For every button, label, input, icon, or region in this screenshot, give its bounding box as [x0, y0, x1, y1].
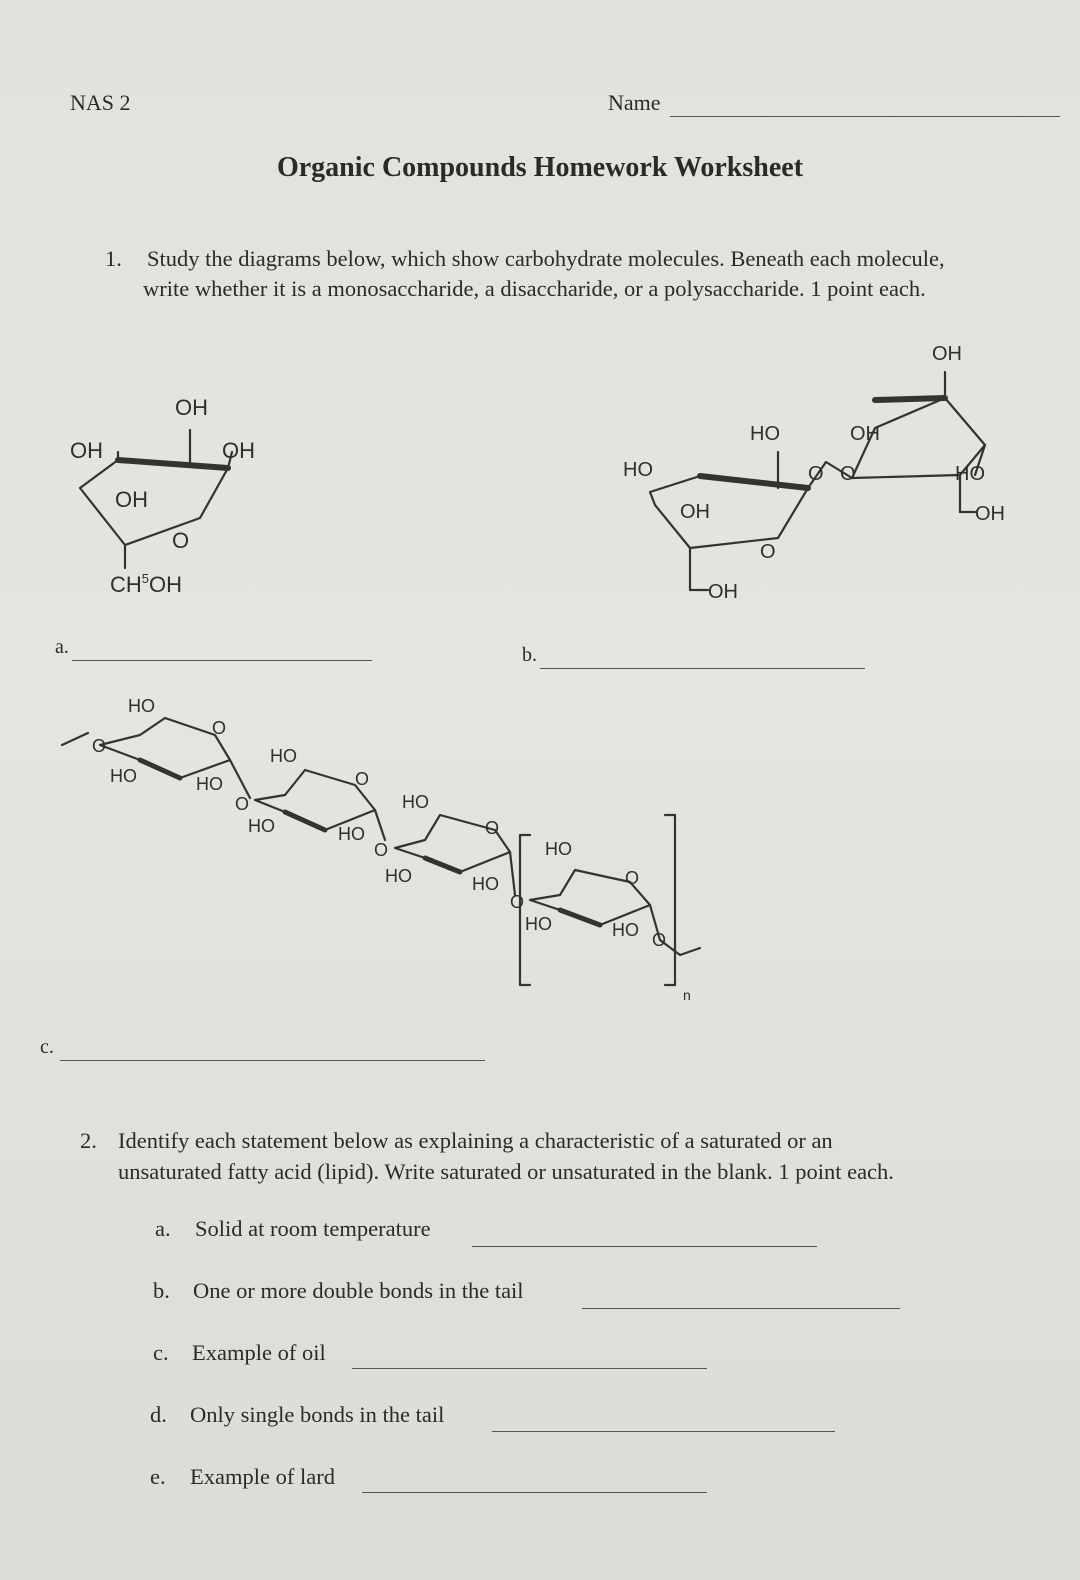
molecule-c-ho-12: HO [612, 920, 639, 940]
q1-answer-b-blank[interactable] [540, 668, 865, 669]
molecule-b-ho-1: HO [623, 459, 653, 481]
name-label: Name [608, 90, 661, 115]
q2-item-c-text: Example of oil [192, 1340, 326, 1365]
molecule-c-repeat-n: n [683, 987, 691, 1003]
q1-instructions-line1: Study the diagrams below, which show carbohydrate molecules. Beneath each molecule, [147, 246, 945, 271]
q2-item-e-text: Example of lard [190, 1464, 335, 1489]
molecule-c-ho-3: HO [196, 774, 223, 794]
q2-item-a-text: Solid at room temperature [195, 1216, 431, 1241]
molecule-c-ho-9: HO [472, 874, 499, 894]
molecule-b-oh-4: OH [932, 343, 962, 365]
q2-number: 2. [80, 1128, 97, 1153]
molecule-c-ho-8: HO [385, 866, 412, 886]
q2-instructions-line2: unsaturated fatty acid (lipid). Write saturated or unsaturated in the blank. 1 point each. [118, 1159, 894, 1184]
molecule-a-oh-4: OH [115, 487, 148, 512]
molecule-c-o-4: O [355, 769, 370, 789]
molecule-c-ho-2: HO [110, 766, 137, 786]
molecule-c-o-6: O [485, 818, 500, 838]
q1-number: 1. [105, 246, 122, 271]
q1-answer-a-blank[interactable] [72, 660, 372, 661]
molecule-c-o-8: O [625, 868, 640, 888]
q2-item-a-letter: a. [155, 1216, 171, 1241]
molecule-b-ring2-o: O [840, 463, 856, 485]
q1-answer-c-label: c. [40, 1036, 54, 1058]
molecule-b-ho-3: HO [955, 463, 985, 485]
q2-item-d-blank[interactable] [492, 1431, 835, 1432]
molecule-c-o-3: O [235, 794, 250, 814]
q2-item-c-letter: c. [153, 1340, 169, 1365]
course-code: NAS 2 [70, 90, 131, 115]
molecule-b-oh-2: OH [708, 581, 738, 603]
q1-answer-a-label: a. [55, 636, 69, 658]
molecule-c-o-5: O [374, 840, 389, 860]
q1-answer-c-blank[interactable] [60, 1060, 485, 1061]
q2-item-b-letter: b. [153, 1278, 170, 1303]
molecule-b-ho-2: HO [750, 423, 780, 445]
q2-item-e-blank[interactable] [362, 1492, 707, 1493]
molecule-b-oh-1: OH [680, 501, 710, 523]
molecule-c-ho-1: HO [128, 696, 155, 716]
q2-instructions-line1: Identify each statement below as explaining a characteristic of a saturated or an [118, 1128, 833, 1153]
molecule-a-oh-2: OH [175, 395, 208, 420]
molecule-a-ring-o: O [172, 528, 190, 553]
q2-item-c-blank[interactable] [352, 1368, 707, 1369]
molecule-b-oh-5: OH [975, 503, 1005, 525]
molecule-b-oh-3: OH [850, 423, 880, 445]
q2-item-d-text: Only single bonds in the tail [190, 1402, 445, 1427]
molecule-a-oh-1: OH [70, 438, 103, 463]
molecule-c-ho-10: HO [545, 839, 572, 859]
molecule-c-o-7: O [510, 892, 525, 912]
q2-item-d-letter: d. [150, 1402, 167, 1427]
molecule-c-ho-5: HO [248, 816, 275, 836]
molecule-a-oh-3: OH [222, 438, 255, 463]
molecule-b-link-o: O [808, 463, 824, 485]
q2-item-b-text: One or more double bonds in the tail [193, 1278, 524, 1303]
molecule-c-ho-4: HO [270, 746, 297, 766]
q1-instructions-line2: write whether it is a monosaccharide, a disaccharide, or a polysaccharide. 1 point each. [143, 276, 926, 301]
molecule-c-o-2: O [212, 718, 227, 738]
q2-item-a-blank[interactable] [472, 1246, 817, 1247]
q1-answer-b-label: b. [522, 644, 537, 666]
q2-item-e-letter: e. [150, 1464, 166, 1489]
molecule-c-ho-7: HO [402, 792, 429, 812]
molecule-c-ho-6: HO [338, 824, 365, 844]
molecule-b-ring-o: O [760, 541, 776, 563]
molecule-c-o-1: O [92, 736, 107, 756]
molecule-c-ho-11: HO [525, 914, 552, 934]
molecule-a-ch2oh: $CH^5OH$ [110, 571, 183, 597]
molecule-c-o-9: O [652, 930, 667, 950]
q2-item-b-blank[interactable] [582, 1308, 900, 1309]
page-title: Organic Compounds Homework Worksheet [276, 152, 804, 183]
